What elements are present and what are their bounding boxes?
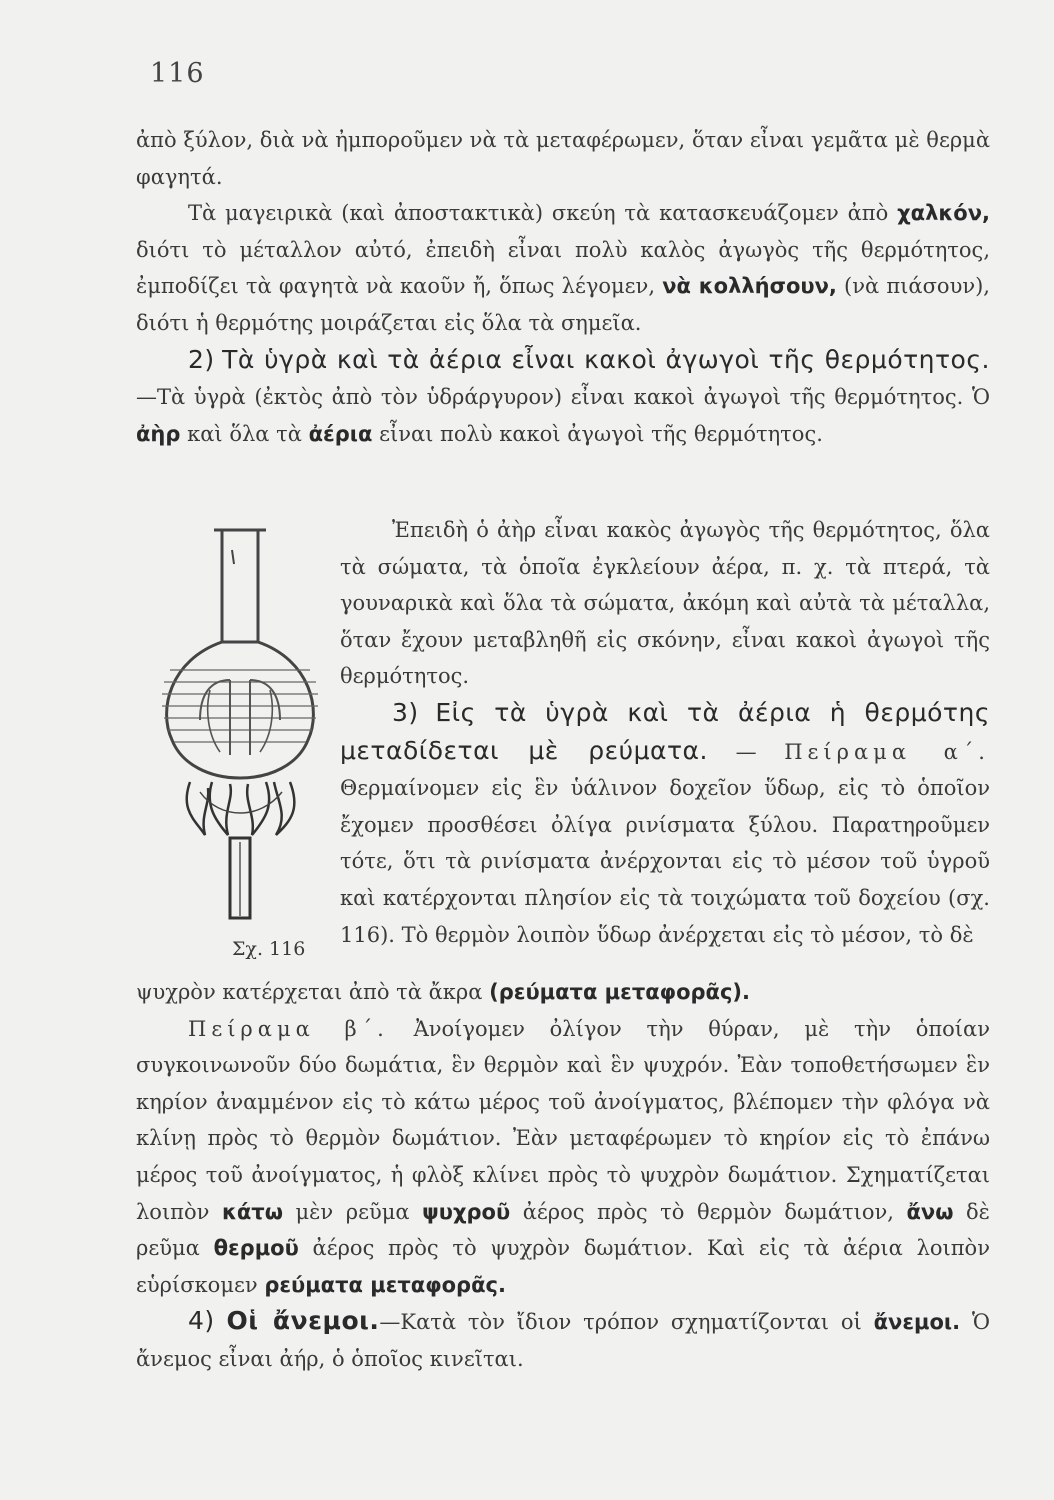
section-2-heading: Τὰ ὑγρὰ καὶ τὰ ἀέρια εἶναι κακοὶ ἀγωγοὶ τῆς θερμότητος. bbox=[222, 344, 990, 374]
paragraph-2: Τὰ μαγειρικὰ (καὶ ἀποστακτικὰ) σκεύη τὰ κατασκευάζομεν ἀπὸ χαλκόν, διότι τὸ μέταλλον αὐτό, ἐπειδὴ εἶναι πολὺ καλὸς ἀγωγὸς τῆς θερμότητος, ἐμποδίζει τὰ φαγητὰ νὰ καοῦν ἤ, ὅπως λέγομεν, νὰ κολλήσουν, (νὰ πιάσουν), διότι ἡ θερμότης μοιράζεται εἰς ὅλα τὰ σημεῖα. bbox=[136, 201, 990, 335]
section-2-number: 2) bbox=[188, 344, 215, 374]
term-gases: ἀέρια bbox=[308, 421, 373, 446]
figure-116-flask bbox=[150, 520, 330, 930]
figure-caption: Σχ. 116 bbox=[232, 938, 306, 960]
section-4: 4) Οἱ ἄνεμοι.—Κατὰ τὸν ἴδιον τρόπον σχηματίζονται οἱ ἄνεμοι. Ὁ ἄνεμος εἶναι ἀήρ, ὁ ὁποῖος κινεῖται. bbox=[136, 1306, 991, 1371]
flask-illustration bbox=[150, 520, 330, 930]
paragraph-air-insulation: Ἐπειδὴ ὁ ἀὴρ εἶναι κακὸς ἀγωγὸς τῆς θερμότητος, ὅλα τὰ σώματα, τὰ ὁποῖα ἐγκλείουν ἀέρα, π. χ. τὰ πτερά, τὰ γουναρικὰ καὶ ὅλα τὰ σώματα, ἀκόμη καὶ αὐτὰ τὰ μέταλλα, ὅταν ἔχουν μεταβληθῆ εἰς σκόνην, εἶναι κακοὶ ἀγωγοὶ τῆς θερμότητος. bbox=[340, 518, 990, 689]
text-block-wrap bbox=[340, 512, 990, 953]
term-convection-currents: (ρεύματα μεταφορᾶς). bbox=[489, 980, 750, 1004]
section-4-heading: Οἱ ἄνεμοι. bbox=[226, 1306, 380, 1336]
experiment-b-label: Πείραμα β΄. bbox=[188, 1016, 389, 1041]
section-3-number: 3) bbox=[392, 697, 419, 727]
section-4-number: 4) bbox=[188, 1306, 215, 1336]
term-winds: ἄνεμοι. bbox=[873, 1310, 961, 1335]
section-3: 3) Εἰς τὰ ὑγρὰ καὶ τὰ ἀέρια ἡ θερμότης μεταδίδεται μὲ ρεύματα. — Πείραμα α΄. Θερμαίνομεν εἰς ἓν ὑάλινον δοχεῖον ὕδωρ, εἰς τὸ ὁποῖον ἔχομεν προσθέσει ὀλίγα ρινίσματα ξύλου. Παρατηροῦμεν τότε, ὅτι τὰ ρινίσματα ἀνέρχονται εἰς τὸ μέσον τοῦ ὑγροῦ καὶ κατέρχονται πλησίον εἰς τὰ τοιχώματα τοῦ δοχείου (σχ. 116). Τὸ θερμὸν λοιπὸν ὕδωρ ἀνέρχεται εἰς τὸ μέσον, τὸ δὲ bbox=[340, 697, 990, 947]
term-copper: χαλκόν, bbox=[897, 201, 990, 226]
section-3-heading: Εἰς τὰ ὑγρὰ καὶ τὰ ἀέρια ἡ θερμότης μεταδίδεται μὲ ρεύματα. bbox=[340, 697, 990, 765]
section-2: 2) Τὰ ὑγρὰ καὶ τὰ ἀέρια εἶναι κακοὶ ἀγωγοὶ τῆς θερμότητος.—Τὰ ὑγρὰ (ἐκτὸς ἀπὸ τὸν ὑδράργυρον) εἶναι κακοὶ ἀγωγοὶ τῆς θερμότητος. Ὁ ἀὴρ καὶ ὅλα τὰ ἀέρια εἶναι πολὺ κακοὶ ἀγωγοὶ τῆς θερμότητος. bbox=[136, 344, 990, 446]
term-stick: νὰ κολλήσουν, bbox=[662, 274, 837, 299]
term-up: ἄνω bbox=[906, 1199, 954, 1224]
term-convection-currents-2: ρεύματα μεταφορᾶς. bbox=[264, 1272, 506, 1297]
page-number: 116 bbox=[150, 58, 205, 89]
term-hot: θερμοῦ bbox=[213, 1236, 299, 1261]
paragraph-cold-current: ψυχρὸν κατέρχεται ἀπὸ τὰ ἄκρα (ρεύματα μεταφορᾶς). bbox=[136, 980, 750, 1004]
paragraph-experiment-b: Πείραμα β΄. Ἀνοίγομεν ὀλίγον τὴν θύραν, μὲ τὴν ὁποίαν συγκοινωνοῦν δύο δωμάτια, ἓν θερμὸν καὶ ἓν ψυχρόν. Ἐὰν τοποθετήσωμεν ἓν κηρίον ἀναμμένον εἰς τὸ κάτω μέρος τοῦ ἀνοίγματος, βλέπομεν τὴν φλόγα νὰ κλίνῃ πρὸς τὸ θερμὸν δωμάτιον. Ἐὰν μεταφέρωμεν τὸ κηρίον εἰς τὸ ἐπάνω μέρος τοῦ ἀνοίγματος, ἡ φλὸξ κλίνει πρὸς τὸ ψυχρὸν δωμάτιον. Σχηματίζεται λοιπὸν κάτω μὲν ρεῦμα ψυχροῦ ἀέρος πρὸς τὸ θερμὸν δωμάτιον, ἄνω δὲ ρεῦμα θερμοῦ ἀέρος πρὸς τὸ ψυχρὸν δωμάτιον. Καὶ εἰς τὰ ἀέρια λοιπὸν εὑρίσκομεν ρεύματα μεταφορᾶς. bbox=[136, 1016, 990, 1297]
term-down: κάτω bbox=[221, 1199, 283, 1224]
term-cold: ψυχροῦ bbox=[422, 1199, 511, 1224]
term-air: ἀὴρ bbox=[136, 421, 181, 446]
paragraph-1: ἀπὸ ξύλον, διὰ νὰ ἠμποροῦμεν νὰ τὰ μεταφέρωμεν, ὅταν εἶναι γεμᾶτα μὲ θερμὰ φαγητά. bbox=[136, 128, 990, 189]
experiment-a-label: Πείραμα α΄. bbox=[784, 739, 990, 764]
text-block-bottom bbox=[136, 974, 990, 1378]
text-block-top bbox=[136, 122, 990, 452]
